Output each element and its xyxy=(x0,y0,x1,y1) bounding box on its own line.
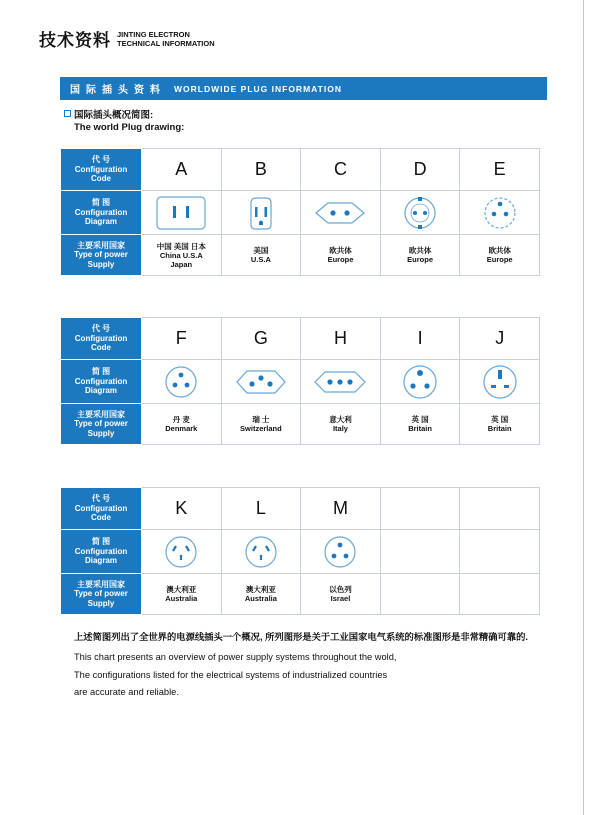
plug-diagram-cell xyxy=(301,191,381,235)
row-label-diagram-line: 简 图 xyxy=(91,367,111,377)
country-row xyxy=(61,404,540,445)
row-label-code-line: Configuration xyxy=(74,164,128,174)
plug-country-line: 欧共体 xyxy=(488,246,511,255)
row-label-country-line: 主要采用国家 xyxy=(77,579,125,589)
plug-code-cell xyxy=(142,318,222,360)
french-earth-pin-icon xyxy=(460,193,539,233)
plug-code-cell xyxy=(380,149,460,191)
plug-country-line: Japan xyxy=(170,259,193,269)
plug-country-cell xyxy=(142,404,222,445)
plug-country-line: Britain xyxy=(408,424,432,433)
plug-country-line: Israel xyxy=(330,594,351,603)
plug-country-line: 瑞 士 xyxy=(252,415,270,424)
plug-country-cell xyxy=(221,235,301,276)
plug-country-line: 澳大利亚 xyxy=(166,585,197,594)
plug-country-cell xyxy=(460,404,540,445)
row-label-code xyxy=(61,318,142,360)
plug-diagram-cell xyxy=(142,360,222,404)
plug-diagram-cell xyxy=(460,191,540,235)
banner-title-en: WORLDWIDE PLUG INFORMATION xyxy=(174,83,342,94)
intro-heading xyxy=(64,110,184,134)
row-label-country xyxy=(61,404,142,445)
row-label-diagram-line: Configuration xyxy=(74,207,128,217)
plug-country-cell xyxy=(380,574,460,615)
schuko-grounded-icon xyxy=(381,193,460,233)
plug-country-line: Britain xyxy=(487,424,512,433)
row-label-diagram xyxy=(61,191,142,235)
plug-code-cell xyxy=(301,149,381,191)
swiss-three-pin-icon xyxy=(222,362,301,402)
plug-code: E xyxy=(493,159,506,179)
plug-country-cell xyxy=(301,574,381,615)
plug-code-cell xyxy=(460,149,540,191)
plug-country-line: 美国 xyxy=(253,246,269,255)
row-label-code-line: Configuration xyxy=(74,503,128,513)
plug-country-line: Switzerland xyxy=(240,424,282,433)
plug-country-line: 中国 美国 日本 xyxy=(156,241,206,251)
plug-code-cell xyxy=(221,149,301,191)
plug-code-cell xyxy=(301,488,381,530)
australian-angled-pin-icon xyxy=(142,532,221,572)
danish-three-pin-icon xyxy=(142,362,221,402)
row-label-country-line: Type of power xyxy=(74,419,128,429)
footnote-en-line2: The configurations listed for the electrical systems of industrialized countries xyxy=(74,669,388,680)
plug-country-line: U.S.A xyxy=(250,255,271,264)
plug-country-line: China U.S.A xyxy=(159,250,203,260)
british-rectangular-three-pin-icon xyxy=(460,362,539,402)
plug-country-line: Europe xyxy=(327,255,354,264)
code-row xyxy=(61,149,540,191)
plug-code: K xyxy=(175,498,188,518)
plug-diagram-cell xyxy=(460,530,540,574)
row-label-code-line: Code xyxy=(91,343,111,353)
plug-diagram-cell xyxy=(301,530,381,574)
plug-country-cell xyxy=(380,235,460,276)
plug-country-line: 欧共体 xyxy=(329,246,352,255)
row-label-country xyxy=(61,235,142,276)
plug-country-line: 英 国 xyxy=(491,415,509,424)
row-label-country-line: Supply xyxy=(87,259,115,269)
banner-title-cn: 国际插头资料 xyxy=(70,85,166,96)
header-title-en xyxy=(117,30,215,48)
row-label-diagram-line: Configuration xyxy=(74,376,128,386)
footnote-cn: 上述简图列出了全世界的电源线插头一个概况, 所列图形是关于工业国家电气系统的标准图形是非常精确可靠的. xyxy=(74,632,528,642)
row-label-country xyxy=(61,574,142,615)
row-label-country-line: 主要采用国家 xyxy=(77,409,125,419)
plug-country-line: 英 国 xyxy=(411,415,429,424)
europlug-two-round-pin-icon xyxy=(301,193,380,233)
row-label-code-line: Code xyxy=(91,174,111,184)
plug-country-line: 意大利 xyxy=(329,415,352,424)
plug-country-cell xyxy=(460,235,540,276)
row-label-code-line: 代 号 xyxy=(91,155,111,165)
us-two-flat-prong-icon xyxy=(142,193,221,233)
country-row xyxy=(61,574,540,615)
code-row xyxy=(61,488,540,530)
plug-diagram-cell xyxy=(221,191,301,235)
plug-code: L xyxy=(255,498,266,518)
plug-code-cell xyxy=(460,318,540,360)
row-label-diagram-line: Configuration xyxy=(74,546,128,556)
plug-diagram-cell xyxy=(380,360,460,404)
row-label-country-line: 主要采用国家 xyxy=(77,240,125,250)
plug-country-line: 澳大利亚 xyxy=(245,585,276,594)
header-title-en-line2: TECHNICAL INFORMATION xyxy=(117,38,215,48)
australian-angled-pin-icon xyxy=(222,532,301,572)
code-row xyxy=(61,318,540,360)
plug-code-cell xyxy=(221,318,301,360)
plug-country-line: 丹 麦 xyxy=(172,415,190,424)
row-label-code-line: 代 号 xyxy=(91,494,111,504)
plug-code: G xyxy=(253,328,268,348)
plug-diagram-cell xyxy=(380,530,460,574)
diagram-row xyxy=(61,191,540,235)
row-label-diagram-line: Diagram xyxy=(84,217,117,227)
row-label-diagram-line: 简 图 xyxy=(91,537,111,547)
plug-diagram-cell xyxy=(301,360,381,404)
row-label-country-line: Supply xyxy=(87,428,115,438)
row-label-code-line: Configuration xyxy=(74,333,128,343)
plug-country-cell xyxy=(142,574,222,615)
plug-country-cell xyxy=(142,235,222,276)
row-label-diagram-line: 简 图 xyxy=(91,198,111,208)
plug-table xyxy=(60,487,540,615)
plug-table xyxy=(60,317,540,445)
page-header xyxy=(39,26,215,51)
intro-cn: 国际插头概况简图: xyxy=(74,110,154,121)
plug-table xyxy=(60,148,540,276)
plug-country-line: Italy xyxy=(332,424,348,433)
plug-country-cell xyxy=(460,574,540,615)
row-label-country-line: Type of power xyxy=(74,250,128,260)
row-label-code-line: Code xyxy=(91,513,111,523)
intro-en: The world Plug drawing: xyxy=(74,122,185,133)
plug-code: A xyxy=(175,159,188,179)
plug-code: F xyxy=(175,328,187,348)
row-label-diagram-line: Diagram xyxy=(84,386,117,396)
plug-diagram-cell xyxy=(221,360,301,404)
plug-diagram-cell xyxy=(460,360,540,404)
row-label-country-line: Type of power xyxy=(74,589,128,599)
header-title-en-line1: JINTING ELECTRON xyxy=(117,29,190,39)
plug-country-cell xyxy=(301,404,381,445)
plug-country-cell xyxy=(221,574,301,615)
plug-code-cell xyxy=(142,149,222,191)
plug-country-cell xyxy=(221,404,301,445)
country-row xyxy=(61,235,540,276)
row-label-country-line: Supply xyxy=(87,598,115,608)
footnote-en-line3: are accurate and reliable. xyxy=(74,687,179,697)
plug-code: H xyxy=(333,328,347,348)
plug-code-cell xyxy=(380,488,460,530)
page-edge-rule xyxy=(583,0,584,815)
plug-code-cell xyxy=(301,318,381,360)
plug-code-cell xyxy=(380,318,460,360)
plug-country-line: 欧共体 xyxy=(408,246,432,255)
plug-code-cell xyxy=(221,488,301,530)
footnote xyxy=(74,630,544,702)
plug-code-cell xyxy=(142,488,222,530)
israeli-three-round-pin-icon xyxy=(301,532,380,572)
italian-inline-three-pin-icon xyxy=(301,362,380,402)
plug-diagram-cell xyxy=(142,191,222,235)
row-label-code xyxy=(61,488,142,530)
diagram-row xyxy=(61,360,540,404)
plug-code-cell xyxy=(460,488,540,530)
row-label-code xyxy=(61,149,142,191)
plug-country-line: Europe xyxy=(407,255,433,264)
plug-code: B xyxy=(254,159,267,179)
us-grounded-three-prong-icon xyxy=(222,193,301,233)
plug-code: I xyxy=(417,328,423,348)
plug-diagram-cell xyxy=(380,191,460,235)
header-title-cn: 技术资料 xyxy=(39,31,111,50)
plug-country-line: Australia xyxy=(244,594,277,603)
bullet-icon xyxy=(64,110,71,117)
plug-code: J xyxy=(495,328,505,348)
row-label-code-line: 代 号 xyxy=(91,324,111,334)
plug-diagram-cell xyxy=(142,530,222,574)
plug-country-line: Denmark xyxy=(165,424,198,433)
diagram-row xyxy=(61,530,540,574)
plug-country-cell xyxy=(380,404,460,445)
plug-code: D xyxy=(413,159,427,179)
british-round-three-pin-icon xyxy=(381,362,460,402)
plug-country-line: Europe xyxy=(486,255,513,264)
plug-diagram-cell xyxy=(221,530,301,574)
plug-code: C xyxy=(333,159,347,179)
plug-country-line: Australia xyxy=(165,594,198,603)
plug-country-cell xyxy=(301,235,381,276)
row-label-diagram xyxy=(61,530,142,574)
plug-code: M xyxy=(332,498,348,518)
row-label-diagram-line: Diagram xyxy=(84,556,117,566)
row-label-diagram xyxy=(61,360,142,404)
footnote-en-line1: This chart presents an overview of power supply systems throughout the wold, xyxy=(74,652,397,662)
plug-country-line: 以色列 xyxy=(329,585,352,594)
section-banner xyxy=(60,77,547,100)
